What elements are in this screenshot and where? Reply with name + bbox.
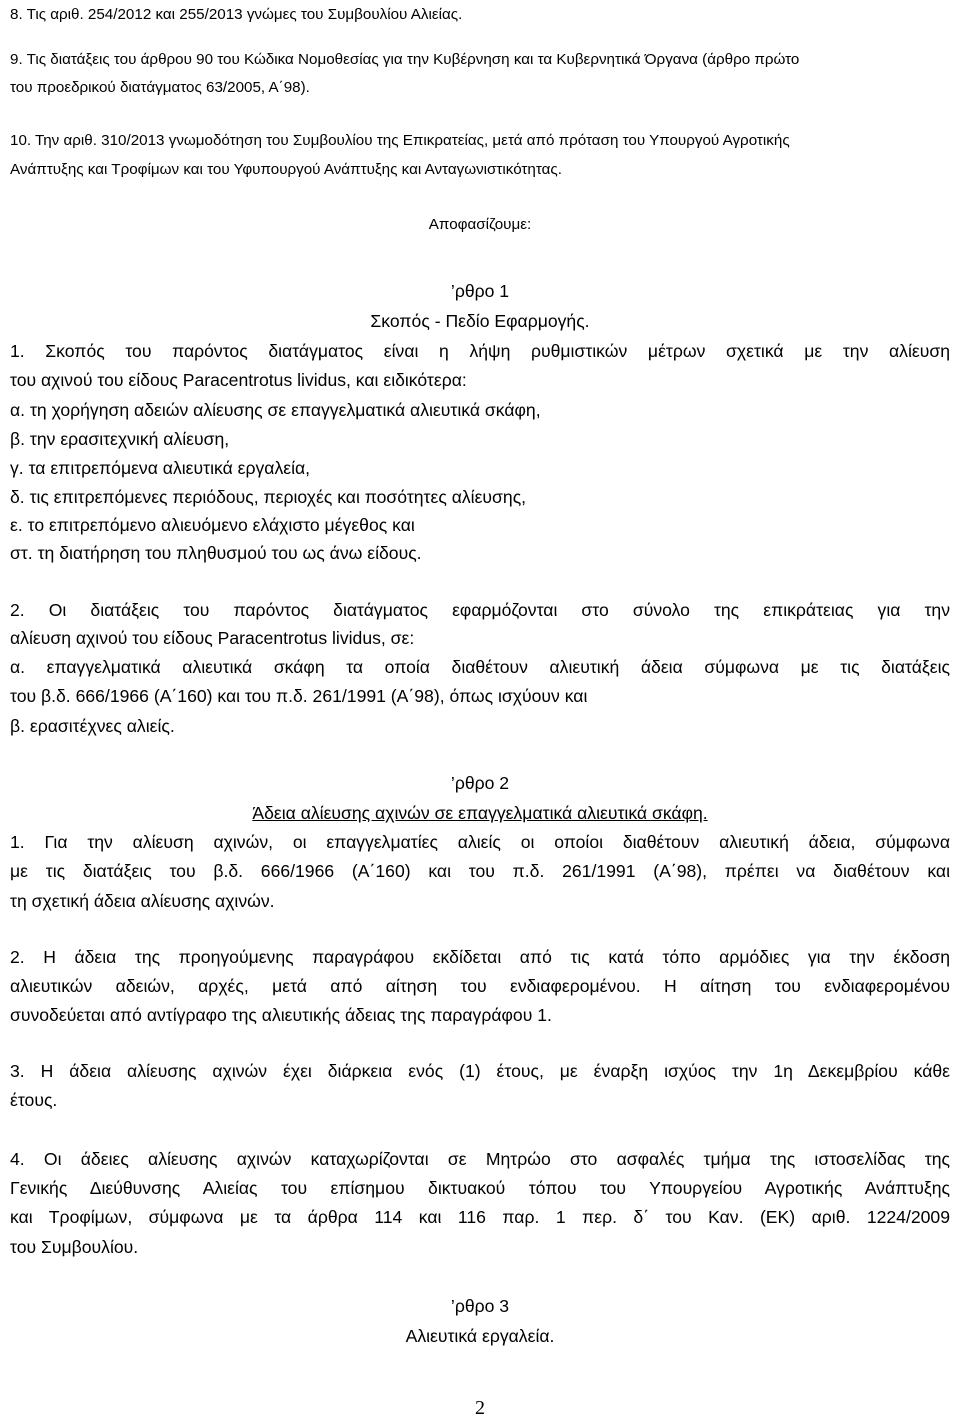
article-2-para-4-line-4: του Συμβουλίου. bbox=[10, 1237, 139, 1257]
article-1-list-item: β. την ερασιτεχνική αλίευση, bbox=[10, 429, 230, 449]
intro-item-10-line-1: 10. Την αριθ. 310/2013 γνωμοδότηση του Συμβουλίου της Επικρατείας, μετά από πρόταση του Υπουργού Αγροτικής bbox=[10, 132, 790, 149]
decision-statement: Αποφασίζουμε: bbox=[428, 216, 532, 233]
intro-item-9-line-1: 9. Τις διατάξεις του άρθρου 90 του Κώδικα Νομοθεσίας για την Κυβέρνηση και τα Κυβερνητικά Όργανα (άρθρο πρώτο bbox=[10, 51, 800, 68]
article-1-para-2-line-1: 2. Οι διατάξεις του παρόντος διατάγματος εφαρμόζονται στο σύνολο της επικράτειας για την bbox=[10, 600, 950, 620]
article-1-list-item: α. τη χορήγηση αδειών αλίευσης σε επαγγελματικά αλιευτικά σκάφη, bbox=[10, 400, 541, 420]
article-2-para-3-line-1: 3. Η άδεια αλίευσης αχινών έχει διάρκεια ενός (1) έτους, με έναρξη ισχύος την 1η Δεκεμβρίου κάθε bbox=[10, 1061, 950, 1081]
intro-item-8: 8. Τις αριθ. 254/2012 και 255/2013 γνώμες του Συμβουλίου Αλιείας. bbox=[10, 6, 463, 23]
article-2-para-4-line-3: και Τροφίμων, σύμφωνα με τα άρθρα 114 και 116 παρ. 1 περ. δ΄ του Καν. (ΕΚ) αριθ. 1224/2009 bbox=[10, 1207, 950, 1227]
article-2-heading: ’ρθρο 2 bbox=[450, 773, 510, 793]
article-2-para-4-line-2: Γενικής Διεύθυνσης Αλιείας του επίσημου δικτυακού τόπου του Υπουργείου Αγροτικής Ανάπτυξης bbox=[10, 1178, 950, 1198]
article-1-para-2-line-5: β. ερασιτέχνες αλιείς. bbox=[10, 716, 175, 736]
article-2-para-2-line-3: συνοδεύεται από αντίγραφο της αλιευτικής άδειας της παραγράφου 1. bbox=[10, 1005, 552, 1025]
article-2-para-3-line-2: έτους. bbox=[10, 1090, 58, 1110]
article-1-heading: ’ρθρο 1 bbox=[450, 281, 510, 301]
article-1-list-item: ε. το επιτρεπόμενο αλιευόμενο ελάχιστο μέγεθος και bbox=[10, 515, 415, 535]
article-2-para-1-line-2: με τις διατάξεις του β.δ. 666/1966 (Α΄160) και του π.δ. 261/1991 (Α΄98), πρέπει να διαθέτουν και bbox=[10, 861, 950, 881]
article-3-title: Αλιευτικά εργαλεία. bbox=[405, 1326, 555, 1346]
article-1-para-2-line-2: αλίευση αχινού του είδους Paracentrotus lividus, σε: bbox=[10, 628, 415, 648]
article-1-list-item: δ. τις επιτρεπόμενες περιόδους, περιοχές και ποσότητες αλίευσης, bbox=[10, 487, 527, 507]
article-2-title: Άδεια αλίευσης αχινών σε επαγγελματικά αλιευτικά σκάφη. bbox=[252, 803, 708, 823]
article-1-list-item: στ. τη διατήρηση του πληθυσμού του ως άνω είδους. bbox=[10, 543, 422, 563]
article-2-para-2-line-1: 2. Η άδεια της προηγούμενης παραγράφου εκδίδεται από τις κατά τόπο αρμόδιες για την έκδοση bbox=[10, 947, 950, 967]
page-number: 2 bbox=[475, 1397, 485, 1419]
article-1-list-item: γ. τα επιτρεπόμενα αλιευτικά εργαλεία, bbox=[10, 458, 311, 478]
article-1-para-2-line-3: α. επαγγελματικά αλιευτικά σκάφη τα οποία διαθέτουν αλιευτική άδεια σύμφωνα με τις διατάξεις bbox=[10, 657, 950, 677]
article-3-heading: ’ρθρο 3 bbox=[450, 1296, 510, 1316]
article-1-para-1-line-2: του αχινού του είδους Paracentrotus lividus, και ειδικότερα: bbox=[10, 370, 467, 390]
article-2-para-2-line-2: αλιευτικών αδειών, αρχές, μετά από αίτηση του ενδιαφερομένου. Η αίτηση του ενδιαφερομένου bbox=[10, 976, 950, 996]
article-1-title: Σκοπός - Πεδίο Εφαρμογής. bbox=[370, 311, 590, 331]
article-1-para-1-line-1: 1. Σκοπός του παρόντος διατάγματος είναι η λήψη ρυθμιστικών μέτρων σχετικά με την αλίευση bbox=[10, 341, 950, 361]
intro-item-9-line-2: του προεδρικού διατάγματος 63/2005, Α΄98). bbox=[10, 79, 310, 96]
article-2-para-4-line-1: 4. Οι άδειες αλίευσης αχινών καταχωρίζονται σε Μητρώο στο ασφαλές τμήμα της ιστοσελίδας της bbox=[10, 1149, 950, 1169]
article-2-para-1-line-1: 1. Για την αλίευση αχινών, οι επαγγελματίες αλιείς οι οποίοι διαθέτουν αλιευτική άδεια, σύμφωνα bbox=[10, 832, 950, 852]
article-2-para-1-line-3: τη σχετική άδεια αλίευσης αχινών. bbox=[10, 891, 275, 911]
intro-item-10-line-2: Ανάπτυξης και Τροφίμων και του Υφυπουργού Ανάπτυξης και Ανταγωνιστικότητας. bbox=[10, 161, 562, 178]
article-1-para-2-line-4: του β.δ. 666/1966 (Α΄160) και του π.δ. 261/1991 (Α΄98), όπως ισχύουν και bbox=[10, 686, 588, 706]
